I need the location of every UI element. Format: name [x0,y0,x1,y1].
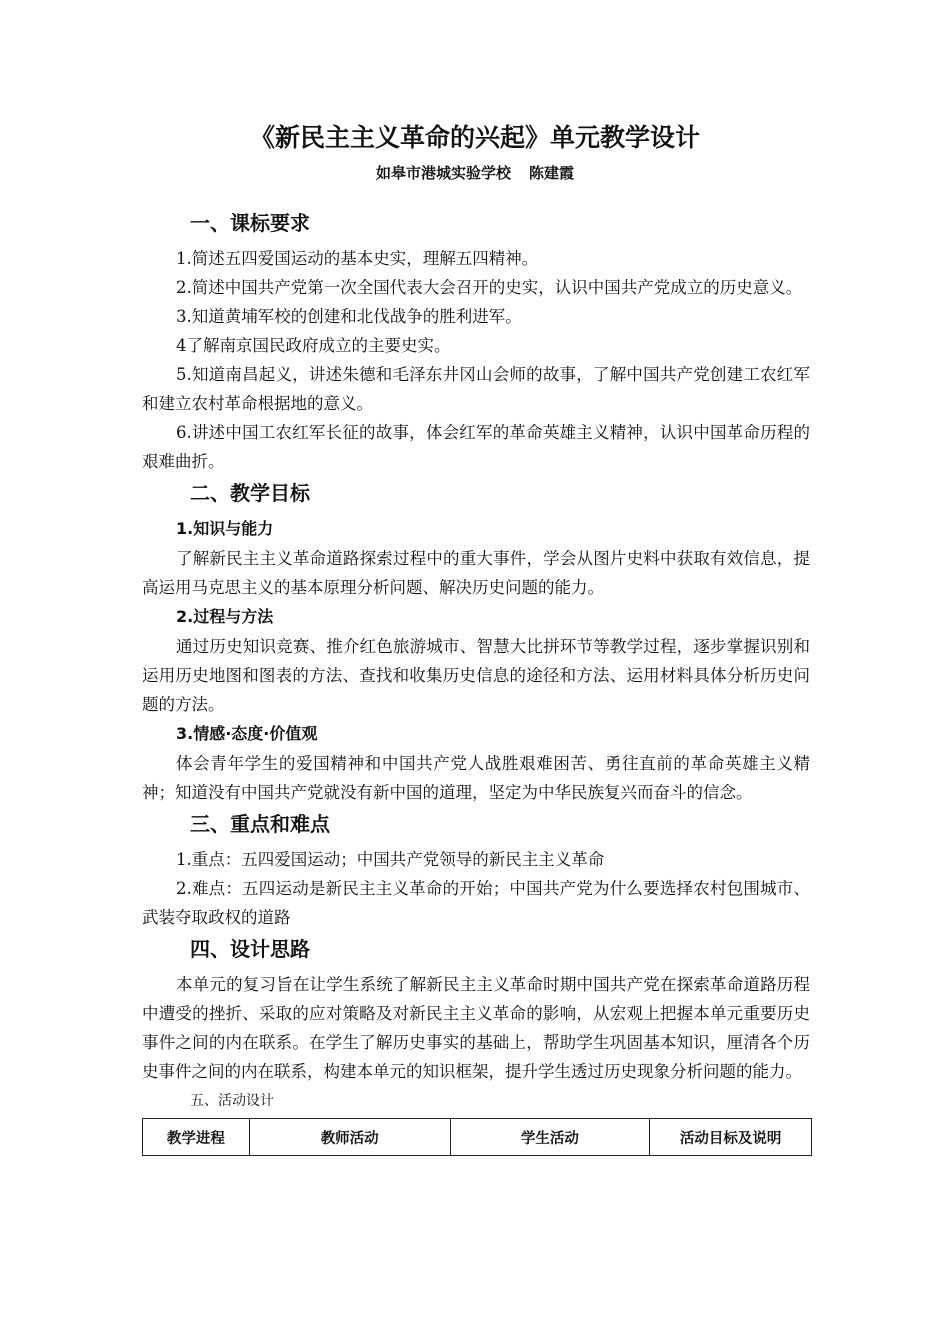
table-header-process: 教学进程 [143,1119,250,1156]
author-name: 陈建霞 [529,164,575,182]
table-header-goals: 活动目标及说明 [650,1119,812,1156]
document-body [142,206,810,1156]
standard-item-3: 3.知道黄埔军校的创建和北伐战争的胜利进军。 [176,307,522,326]
table-header-student: 学生活动 [450,1119,650,1156]
standard-item-6: 6.讲述中国工农红军长征的故事，体会红军的革命英雄主义精神，认识中国革命历程的艰难曲折。 [142,423,810,471]
standard-item-4: 4了解南京国民政府成立的主要史实。 [176,336,451,355]
section-heading-objectives: 二、教学目标 [190,481,310,505]
objective-heading-knowledge: 1.知识与能力 [176,519,274,538]
key-point-item-1: 1.重点：五四爱国运动；中国共产党领导的新民主主义革命 [176,850,605,869]
section-heading-design: 四、设计思路 [190,937,310,961]
section-heading-key-points: 三、重点和难点 [190,812,330,836]
standard-item-2: 2.简述中国共产党第一次全国代表大会召开的史实，认识中国共产党成立的历史意义。 [176,278,803,297]
standard-item-1: 1.简述五四爱国运动的基本史实，理解五四精神。 [176,249,539,268]
section-heading-activities: 五、活动设计 [190,1093,274,1109]
section-heading-standards: 一、课标要求 [190,211,310,235]
objective-text-process: 通过历史知识竞赛、推介红色旅游城市、智慧大比拼环节等教学过程，逐步掌握识别和运用历史地图和图表的方法、查找和收集历史信息的途径和方法、运用材料具体分析历史问题的方法。 [142,637,810,714]
design-text: 本单元的复习旨在让学生系统了解新民主主义革命时期中国共产党在探索革命道路历程中遭受的挫折、采取的应对策略及对新民主主义革命的影响，从宏观上把握本单元重要历史事件之间的内在联系。在学生了解历史事实的基础上，帮助学生巩固基本知识，厘清各个历史事件之间的内在联系，构建本单元的知识框架，提升学生透过历史现象分析问题的能力。 [142,975,810,1081]
key-point-item-2: 2.难点：五四运动是新民主主义革命的开始；中国共产党为什么要选择农村包围城市、武装夺取政权的道路 [142,879,810,927]
author-school: 如皋市港城实验学校 [375,164,511,182]
standard-item-5: 5.知道南昌起义，讲述朱德和毛泽东井冈山会师的故事，了解中国共产党创建工农红军和建立农村革命根据地的意义。 [142,365,810,413]
objective-heading-process: 2.过程与方法 [176,607,274,626]
document-title: 《新民主主义革命的兴起》单元教学设计 [249,123,700,152]
objective-heading-values: 3.情感·态度·价值观 [176,724,318,743]
activity-table [142,1118,812,1156]
activity-table-header-row [143,1119,812,1156]
objective-text-knowledge: 了解新民主主义革命道路探索过程中的重大事件，学会从图片史料中获取有效信息，提高运用马克思主义的基本原理分析问题、解决历史问题的能力。 [142,549,810,597]
objective-text-values: 体会青年学生的爱国精神和中国共产党人战胜艰难困苦、勇往直前的革命英雄主义精神；知道没有中国共产党就没有新中国的道理，坚定为中华民族复兴而奋斗的信念。 [142,754,810,802]
author-line [0,162,950,183]
table-header-teacher: 教师活动 [249,1119,450,1156]
